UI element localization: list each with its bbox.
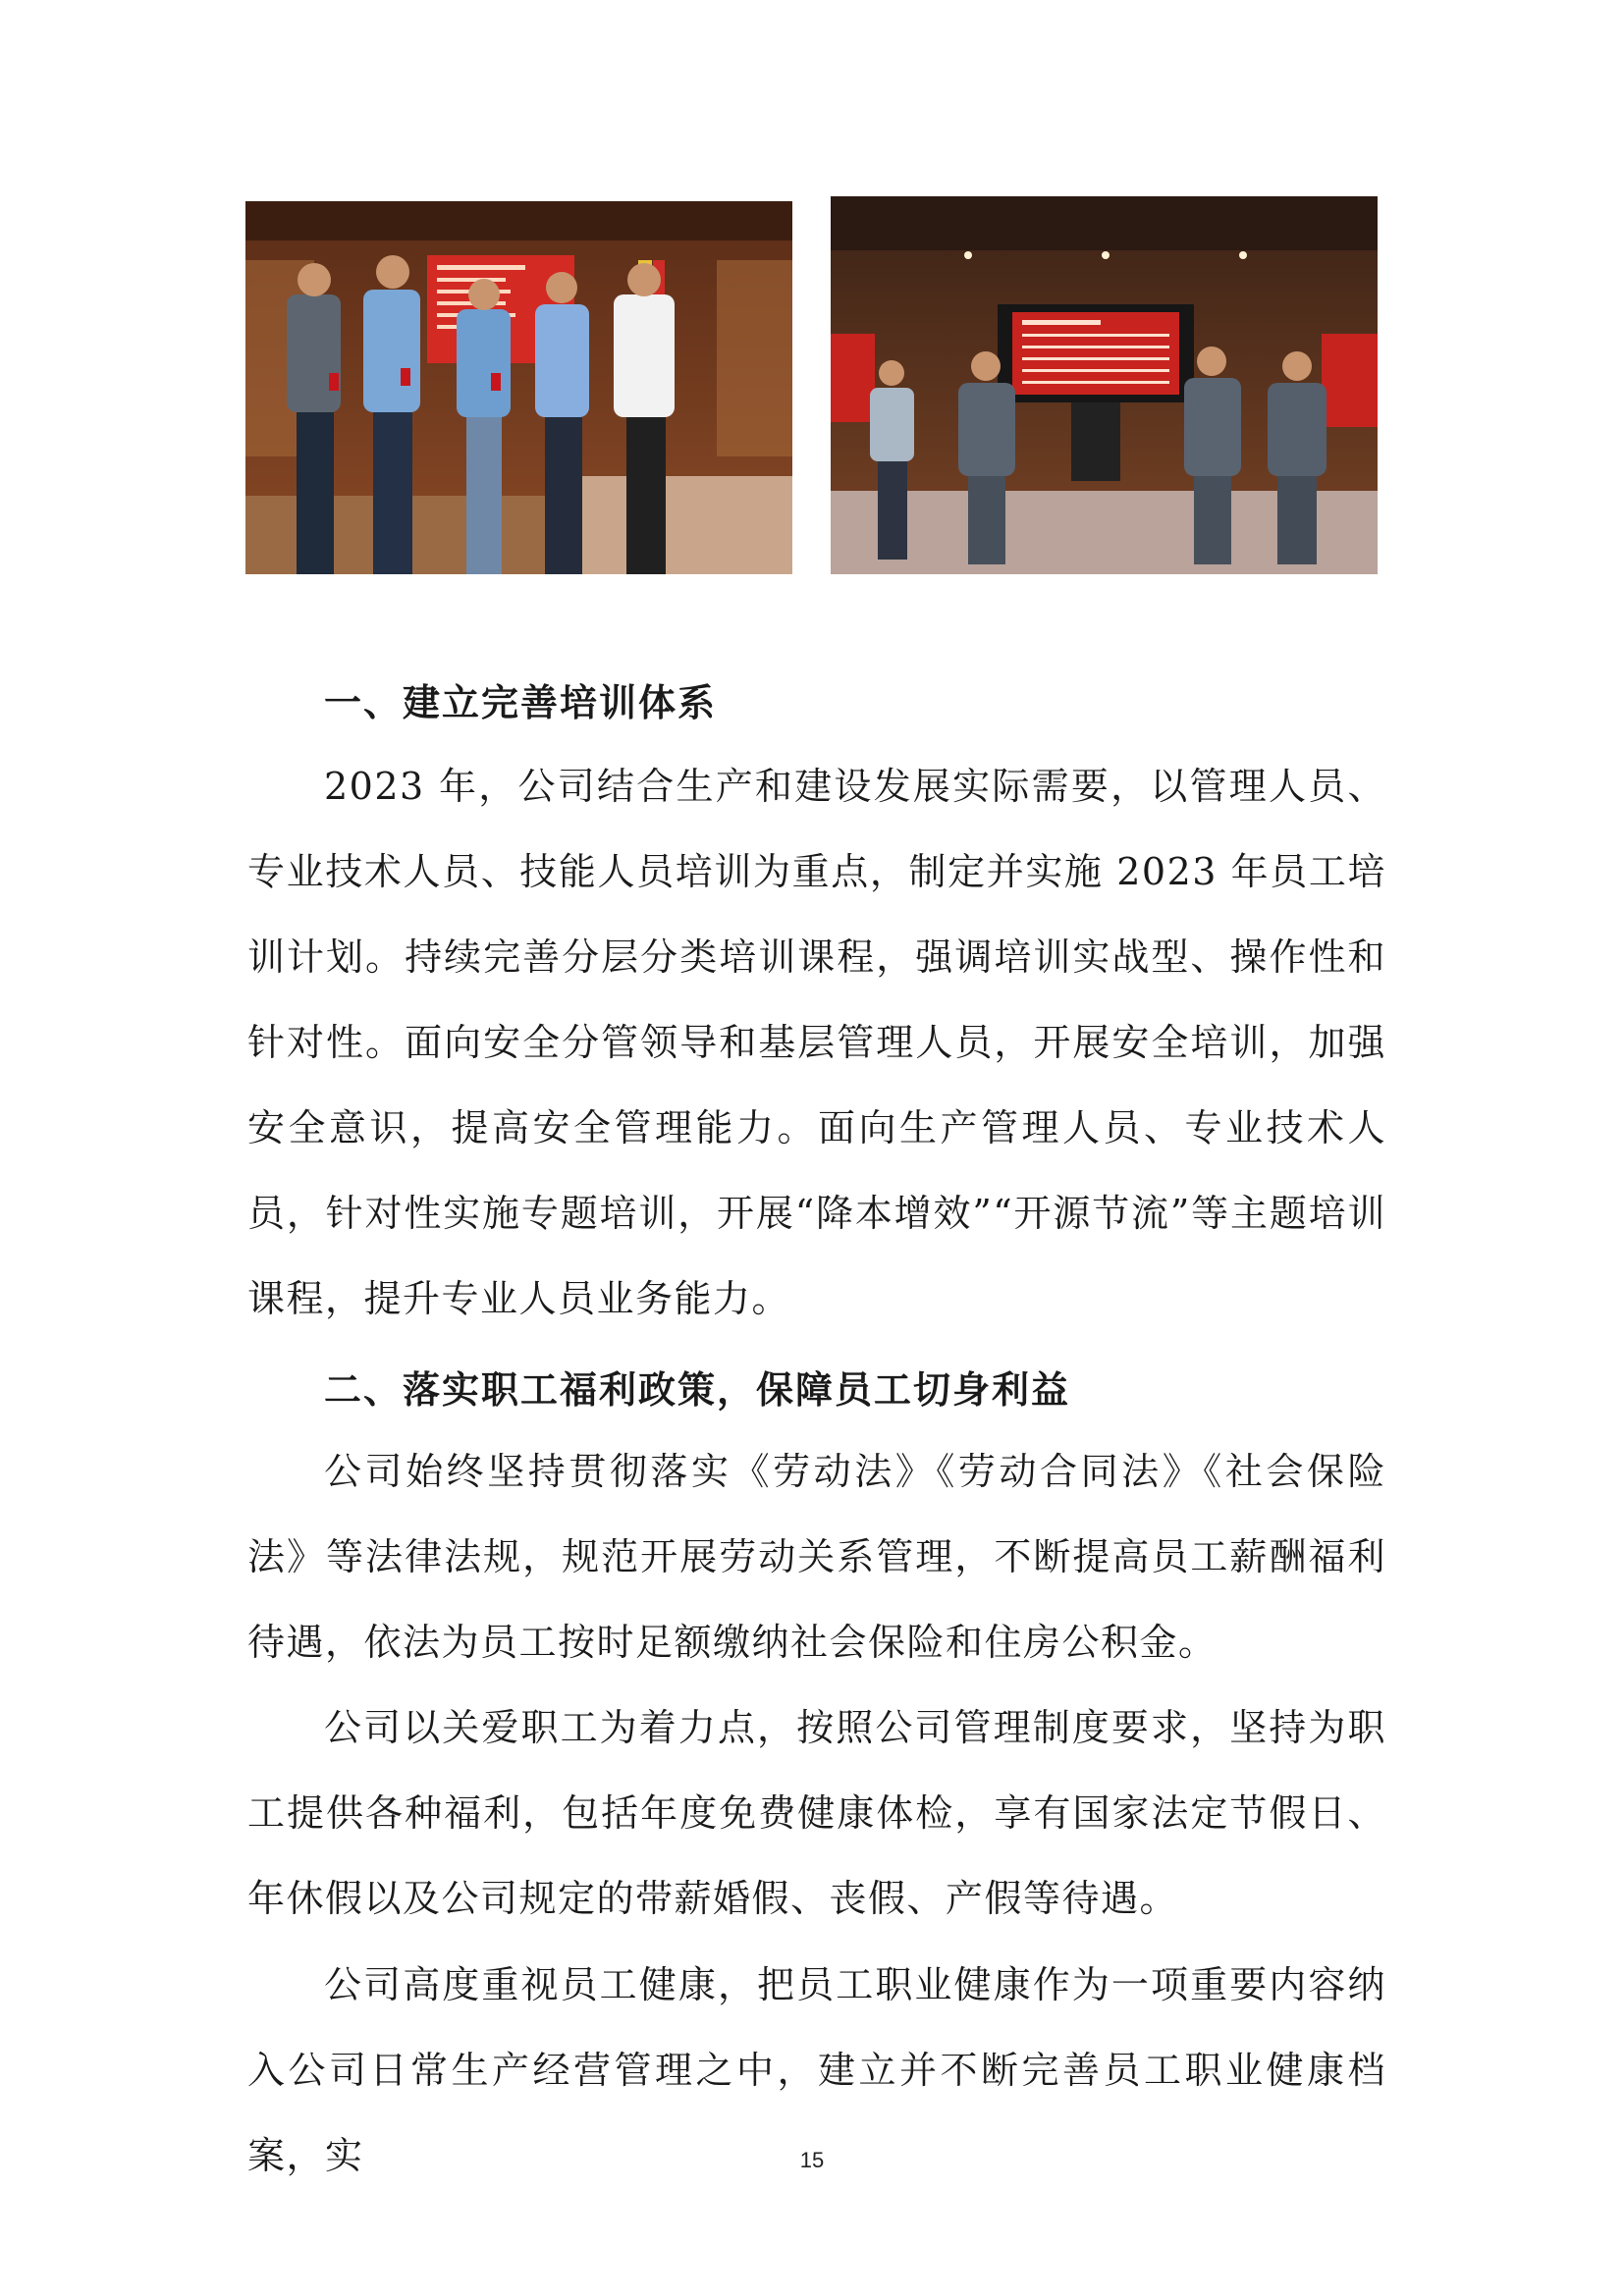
paragraph-benefits: 公司以关爱职工为着力点，按照公司管理制度要求，坚持为职工提供各种福利，包括年度免费健康体检，享有国家法定节假日、年休假以及公司规定的带薪婚假、丧假、产假等待遇。 xyxy=(247,1706,1386,1920)
section-heading-training: 一、建立完善培训体系 xyxy=(324,681,718,724)
paragraph-training: 2023 年，公司结合生产和建设发展实际需要，以管理人员、专业技术人员、技能人员培训为重点，制定并实施 2023 年员工培训计划。持续完善分层分类培训课程，强调培训实战型、操作性和针对性。面向安全分管领导和基层管理人员，开展安全培训，加强安全意识，提高安全管理能力。面向生产管理人员、专业技术人员，针对性实施专题培训，开展“降本增效”“开源节流”等主题培训课程，提升专业人员业务能力。 xyxy=(247,765,1386,1320)
paragraph-labor-law: 公司始终坚持贯彻落实《劳动法》《劳动合同法》《社会保险法》等法律法规，规范开展劳动关系管理，不断提高员工薪酬福利待遇，依法为员工按时足额缴纳社会保险和住房公积金。 xyxy=(247,1450,1386,1664)
page-number: 15 xyxy=(799,2148,825,2172)
photo-illustration xyxy=(831,196,1378,574)
award-ceremony-photo-right xyxy=(831,196,1378,574)
award-ceremony-photo-left xyxy=(245,201,792,574)
paragraph-health: 公司高度重视员工健康，把员工职业健康作为一项重要内容纳入公司日常生产经营管理之中，建立并不断完善员工职业健康档案，实 xyxy=(247,1963,1386,2177)
photo-illustration xyxy=(245,201,792,574)
section-heading-welfare: 二、落实职工福利政策，保障员工切身利益 xyxy=(324,1368,1071,1412)
